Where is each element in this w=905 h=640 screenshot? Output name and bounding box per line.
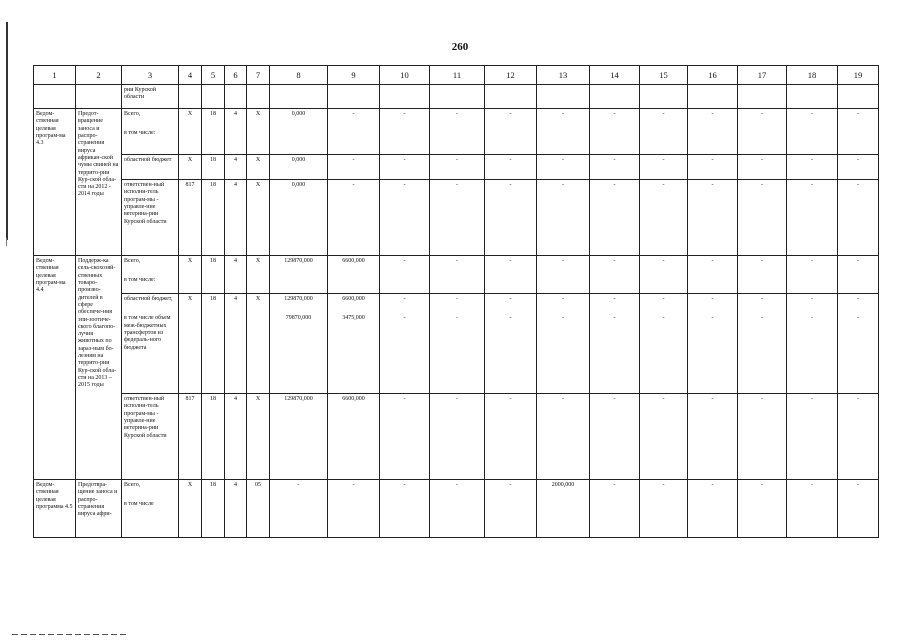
cell-value: X	[179, 294, 202, 394]
table-row	[34, 180, 879, 256]
col-header: 1	[34, 66, 76, 85]
cell-value: -	[328, 155, 380, 180]
cell-value: -	[430, 394, 485, 480]
cell-value: 18	[202, 155, 225, 180]
cell-value: -	[838, 155, 879, 180]
cell-value: -	[485, 480, 537, 538]
cell-value: -	[430, 256, 485, 294]
col-header: 7	[247, 66, 270, 85]
cell-value: 0,000	[270, 109, 328, 155]
cell-value: -	[590, 480, 640, 538]
cell-value: X	[247, 109, 270, 155]
cell-value: 18	[202, 480, 225, 538]
cell-value: -	[485, 155, 537, 180]
cell-value: -	[787, 180, 838, 256]
cell-value: X	[179, 256, 202, 294]
cell-text: Всего, в том числе:	[122, 256, 179, 294]
cell-value: X	[179, 480, 202, 538]
cell-value: 4	[225, 109, 247, 155]
cell-value: 4	[225, 294, 247, 394]
col-header: 2	[76, 66, 122, 85]
cell-value: X	[247, 155, 270, 180]
table-row	[34, 294, 879, 394]
cell-value: - -	[838, 294, 879, 394]
cell-value: X	[247, 394, 270, 480]
cell-value: -	[537, 155, 590, 180]
cell-value: -	[328, 109, 380, 155]
cell-value: -	[640, 109, 688, 155]
cell-text: Всего, в том числе:	[122, 109, 179, 155]
cell-value: - -	[590, 294, 640, 394]
cell-value: - -	[430, 294, 485, 394]
cell-value: -	[640, 480, 688, 538]
cell-value: 18	[202, 294, 225, 394]
cell-text: областной бюджет, в том числе объем меж-бюджетных трансфертов из федераль-ного бюджета	[122, 294, 179, 394]
cell-text: ответствен-ный исполни-тель програм-мы - управле-ние ветерина-рии Курской области	[122, 394, 179, 480]
cell-text: областной бюджет	[122, 155, 179, 180]
cell-value: 6600,000	[328, 256, 380, 294]
program-title: Предотвра-щение заноса и распро-странения вируса афри-	[76, 480, 122, 538]
cell-value: -	[590, 256, 640, 294]
cell-value: -	[537, 256, 590, 294]
cell-value: 817	[179, 394, 202, 480]
cell-value: - -	[380, 294, 430, 394]
col-header: 4	[179, 66, 202, 85]
col-header: 8	[270, 66, 328, 85]
cell-value: - -	[640, 294, 688, 394]
cell-value: -	[380, 394, 430, 480]
cell-value: -	[270, 480, 328, 538]
cell-value: X	[179, 155, 202, 180]
scan-margin-line	[6, 22, 8, 240]
cell-value: X	[179, 109, 202, 155]
col-header: 13	[537, 66, 590, 85]
cell-value: - -	[485, 294, 537, 394]
cell-value: -	[688, 256, 738, 294]
budget-table	[33, 65, 879, 538]
cell-value: -	[787, 394, 838, 480]
cell-value: -	[380, 109, 430, 155]
header-row	[34, 66, 879, 85]
cell-value: 4	[225, 394, 247, 480]
cell-value: -	[787, 109, 838, 155]
col-header: 14	[590, 66, 640, 85]
cell-value: 18	[202, 180, 225, 256]
table-row	[34, 256, 879, 294]
cell-value: 4	[225, 180, 247, 256]
cell-value: 18	[202, 109, 225, 155]
cell-value: -	[688, 180, 738, 256]
cell-value: - -	[787, 294, 838, 394]
cell-value: -	[430, 480, 485, 538]
cell-value: -	[838, 480, 879, 538]
cell-value: 129870,000	[270, 256, 328, 294]
cell-value: -	[640, 180, 688, 256]
cell-value: -	[787, 256, 838, 294]
cell-value: -	[590, 155, 640, 180]
cell-value: -	[537, 394, 590, 480]
cell-value: -	[537, 109, 590, 155]
cell-value: -	[787, 480, 838, 538]
program-code: Ведом-ственная целевая програм-ма 4.3	[34, 109, 76, 256]
cell-value: -	[738, 256, 787, 294]
cell-value: -	[380, 480, 430, 538]
cell-value: 4	[225, 256, 247, 294]
cell-value: -	[640, 256, 688, 294]
cell-value: -	[485, 256, 537, 294]
cell-value: -	[787, 155, 838, 180]
cell-value: X	[247, 256, 270, 294]
cell-value: -	[838, 394, 879, 480]
col-header: 12	[485, 66, 537, 85]
table-row	[34, 109, 879, 155]
cell-value: 18	[202, 256, 225, 294]
program-code: Ведом-ственная целевая програм-ма 4.4	[34, 256, 76, 480]
program-code: Ведом-ственная целевая программа 4.5	[34, 480, 76, 538]
cell-value: 0,000	[270, 155, 328, 180]
cell-value: -	[640, 155, 688, 180]
table-row	[34, 85, 879, 109]
cell-value: -	[430, 109, 485, 155]
cell-value: 817	[179, 180, 202, 256]
col-header: 18	[787, 66, 838, 85]
cell-value: 2000,000	[537, 480, 590, 538]
cell-value: -	[838, 109, 879, 155]
cell-value: 18	[202, 394, 225, 480]
cell-value: -	[430, 155, 485, 180]
cell-value: -	[590, 394, 640, 480]
cell-value: -	[590, 180, 640, 256]
col-header: 9	[328, 66, 380, 85]
cell-value: -	[738, 109, 787, 155]
cell-text: рии Курской области	[122, 85, 179, 109]
cell-value: -	[430, 180, 485, 256]
cell-value: - -	[688, 294, 738, 394]
table-row	[34, 155, 879, 180]
cell-value: -	[537, 180, 590, 256]
cell-value: 05	[247, 480, 270, 538]
cell-value: -	[485, 394, 537, 480]
cell-value: -	[738, 180, 787, 256]
cell-value: -	[688, 480, 738, 538]
program-title: Предот-вращение заноса и распро-странения вируса африкан-ской чумы свиней на террито-рии Кур-ской обла-сти на 2012 - 2014 годы	[76, 109, 122, 256]
col-header: 19	[838, 66, 879, 85]
col-header: 16	[688, 66, 738, 85]
cell-value: 4	[225, 480, 247, 538]
cell-value: - -	[537, 294, 590, 394]
cell-value: -	[838, 256, 879, 294]
scan-bottom-rule	[12, 634, 127, 635]
cell-value: 129870,000	[270, 394, 328, 480]
cell-value: -	[738, 155, 787, 180]
col-header: 3	[122, 66, 179, 85]
cell-value: 129870,000 79870,000	[270, 294, 328, 394]
cell-value: -	[380, 256, 430, 294]
table-row	[34, 480, 879, 538]
cell-value: X	[247, 294, 270, 394]
cell-value: 6600,000	[328, 394, 380, 480]
col-header: 5	[202, 66, 225, 85]
cell-value: 6600,000 3475,000	[328, 294, 380, 394]
col-header: 11	[430, 66, 485, 85]
cell-value: -	[328, 180, 380, 256]
cell-value: -	[640, 394, 688, 480]
cell-value: - -	[738, 294, 787, 394]
table-row	[34, 394, 879, 480]
cell-value: -	[838, 180, 879, 256]
col-header: 6	[225, 66, 247, 85]
col-header: 10	[380, 66, 430, 85]
cell-text: ответствен-ный исполни-тель програм-мы - управле-ние ветерина-рии Курской области	[122, 180, 179, 256]
cell-value: -	[738, 394, 787, 480]
scan-margin-mark	[6, 238, 7, 246]
cell-value: 4	[225, 155, 247, 180]
cell-value: -	[485, 109, 537, 155]
page-number: 260	[451, 41, 469, 53]
cell-value: -	[688, 155, 738, 180]
col-header: 17	[738, 66, 787, 85]
cell-value: X	[247, 180, 270, 256]
cell-text: Всего, в том числе	[122, 480, 179, 538]
col-header: 15	[640, 66, 688, 85]
cell-value: -	[738, 480, 787, 538]
cell-value: 0,000	[270, 180, 328, 256]
cell-value: -	[485, 180, 537, 256]
cell-value: -	[590, 109, 640, 155]
cell-value: -	[380, 155, 430, 180]
program-title: Поддерж-ка сель-скохозяй-ственных товаро-произво-дителей в сфере обеспече-ния эпи-зоотиче-ского благопо-лучия животных по зараз-ным бо-лезням на террито-рии Кур-ской обла-сти на 2013 – 2015 годы	[76, 256, 122, 480]
cell-value: -	[328, 480, 380, 538]
cell-value: -	[688, 109, 738, 155]
cell-value: -	[688, 394, 738, 480]
cell-value: -	[380, 180, 430, 256]
